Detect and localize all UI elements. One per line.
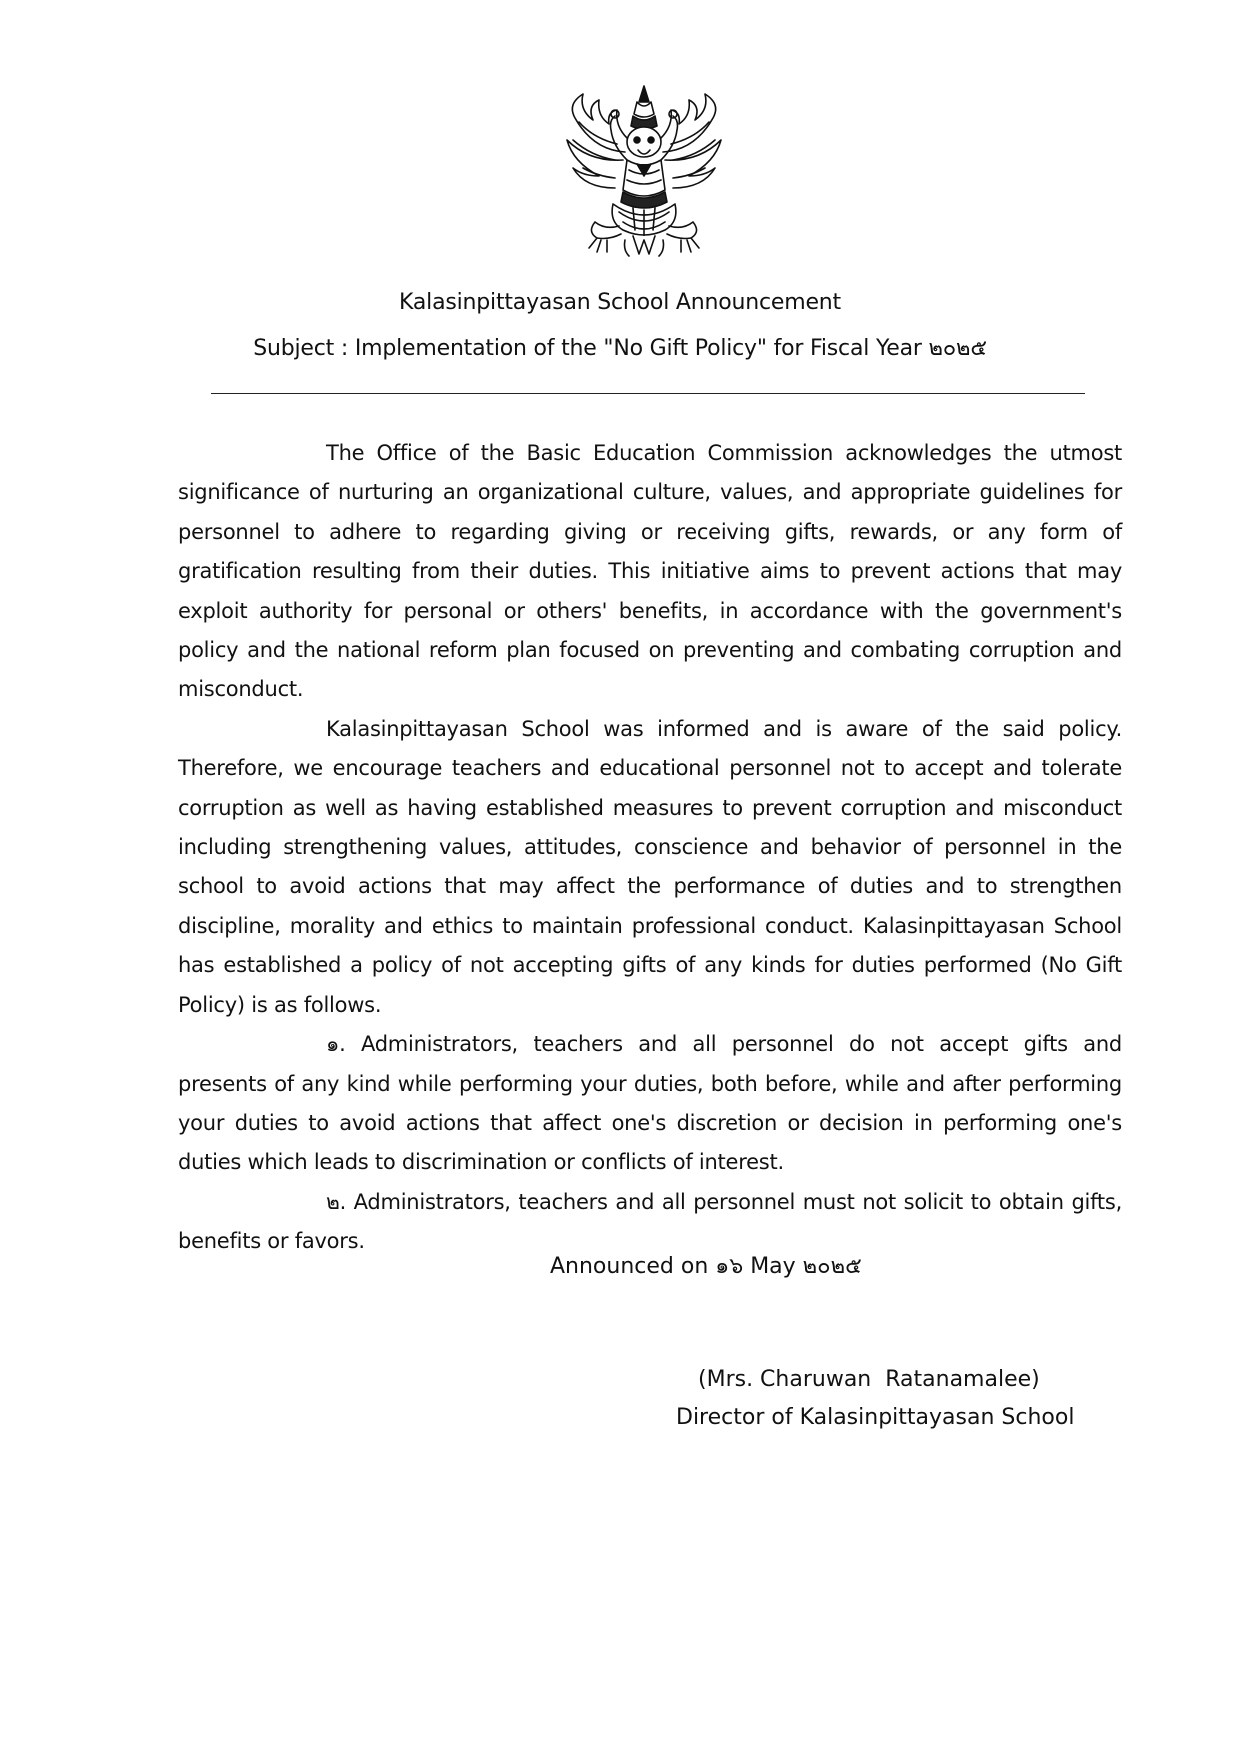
- garuda-emblem-icon: [553, 80, 735, 260]
- paragraph-intro: The Office of the Basic Education Commission acknowledges the utmost significance of nurturing an organizational culture, values, and appropriate guidelines for personnel to adhere to regarding giving or receiving gifts, rewards, or any form of gratification resulting from their duties. This initiative aims to prevent actions that may exploit authority for personal or others' benefits, in accordance with the government's policy and the national reform plan focused on preventing and combating corruption and misconduct.: [178, 441, 1122, 702]
- announcement-date: Announced on ๑๖ May ๒๐๒๕: [550, 1254, 862, 1279]
- paragraph-item-1: ๑. Administrators, teachers and all personnel do not accept gifts and presents of any kind while performing your duties, both before, while and after performing your duties to avoid actions that affect one's discretion or decision in performing one's duties which leads to discrimination or conflicts of interest.: [178, 1032, 1122, 1175]
- signatory-title: Director of Kalasinpittayasan School: [676, 1405, 1075, 1430]
- announcement-body: [178, 434, 1122, 1262]
- signatory-name: (Mrs. Charuwan Ratanamalee): [698, 1367, 1040, 1392]
- announcement-subject: Subject : Implementation of the "No Gift Policy" for Fiscal Year ๒๐๒๕: [253, 336, 987, 361]
- header-divider: [211, 393, 1085, 394]
- announcement-title: Kalasinpittayasan School Announcement: [399, 290, 841, 315]
- paragraph-item-2: ๒. Administrators, teachers and all personnel must not solicit to obtain gifts, benefits or favors.: [178, 1189, 1122, 1254]
- paragraph-policy: Kalasinpittayasan School was informed and is aware of the said policy. Therefore, we encourage teachers and educational personnel not to accept and tolerate corruption as well as having established measures to prevent corruption and misconduct including strengthening values, attitudes, conscience and behavior of personnel in the school to avoid actions that may affect the performance of duties and to strengthen discipline, morality and ethics to maintain professional conduct. Kalasinpittayasan School has established a policy of not accepting gifts of any kinds for duties performed (No Gift Policy) is as follows.: [178, 716, 1122, 1017]
